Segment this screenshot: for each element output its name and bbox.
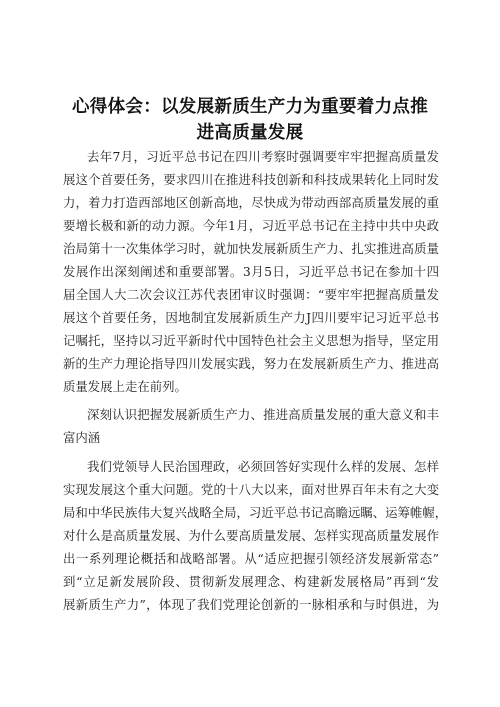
paragraph-1-line: 展这个首要任务，因地制宜发展新质生产力J四川要牢记习近平总书 <box>63 310 439 325</box>
paragraph-2-line: 我们党领导人民治国理政，必须回答好实现什么样的发展、怎样 <box>87 459 439 474</box>
document-title-line-1: 心得体会：以发展新质生产力为重要着力点推 <box>72 97 428 117</box>
paragraph-1-line: 新的生产力理论指导四川发展实践，努力在发展新质生产力、推进高 <box>63 356 439 371</box>
paragraph-2-line: 到“立足新发展阶段、贯彻新发展理念、构建新发展格局”再到“发 <box>63 574 439 589</box>
paragraph-1-line: 要增长极和新的动力源。今年1月，习近平总书记在主持中共中央政 <box>63 218 439 233</box>
paragraph-2-line: 局和中华民族伟大复兴战略全局，习近平总书记高瞻远瞩、运筹帷幄， <box>63 505 448 520</box>
paragraph-1-line: 去年7月，习近平总书记在四川考察时强调要牢牢把握高质量发 <box>87 149 439 164</box>
paragraph-1-line: 质量发展上走在前列。 <box>63 379 187 394</box>
document-title-line-2: 进高质量发展 <box>196 123 304 143</box>
paragraph-1-line: 展这个首要任务，要求四川在推进科技创新和科技成果转化上同时发 <box>63 172 439 187</box>
paragraph-2-line: 实现发展这个重大问题。党的十八大以来，面对世界百年未有之大变 <box>63 482 439 497</box>
paragraph-2-line: 展新质生产力”，体现了我们党理论创新的一脉相承和与时俱进，为 <box>63 597 439 612</box>
paragraph-2-line: 对什么是高质量发展、为什么要高质量发展、怎样实现高质量发展作 <box>63 528 439 543</box>
paragraph-1-line: 治局第十一次集体学习时，就加快发展新质生产力、扎实推进高质量 <box>63 241 439 256</box>
section-heading-line: 深刻认识把握发展新质生产力、推进高质量发展的重大意义和丰 <box>87 407 439 422</box>
section-heading-line: 富内涵 <box>63 430 101 445</box>
paragraph-1-line: 届全国人大二次会议江苏代表团审议时强调：“要牢牢把握高质量发 <box>63 287 439 302</box>
paragraph-2-line: 出一系列理论概括和战略部署。从“适应把握引领经济发展新常态” <box>63 551 439 566</box>
paragraph-1-line: 记嘱托，坚持以习近平新时代中国特色社会主义思想为指导，坚定用 <box>63 333 439 348</box>
paragraph-1-line: 发展作出深刻阐述和重要部署。3月5日，习近平总书记在参加十四 <box>63 264 439 279</box>
paragraph-1-line: 力，着力打造西部地区创新高地，尽快成为带动西部高质量发展的重 <box>63 195 439 210</box>
